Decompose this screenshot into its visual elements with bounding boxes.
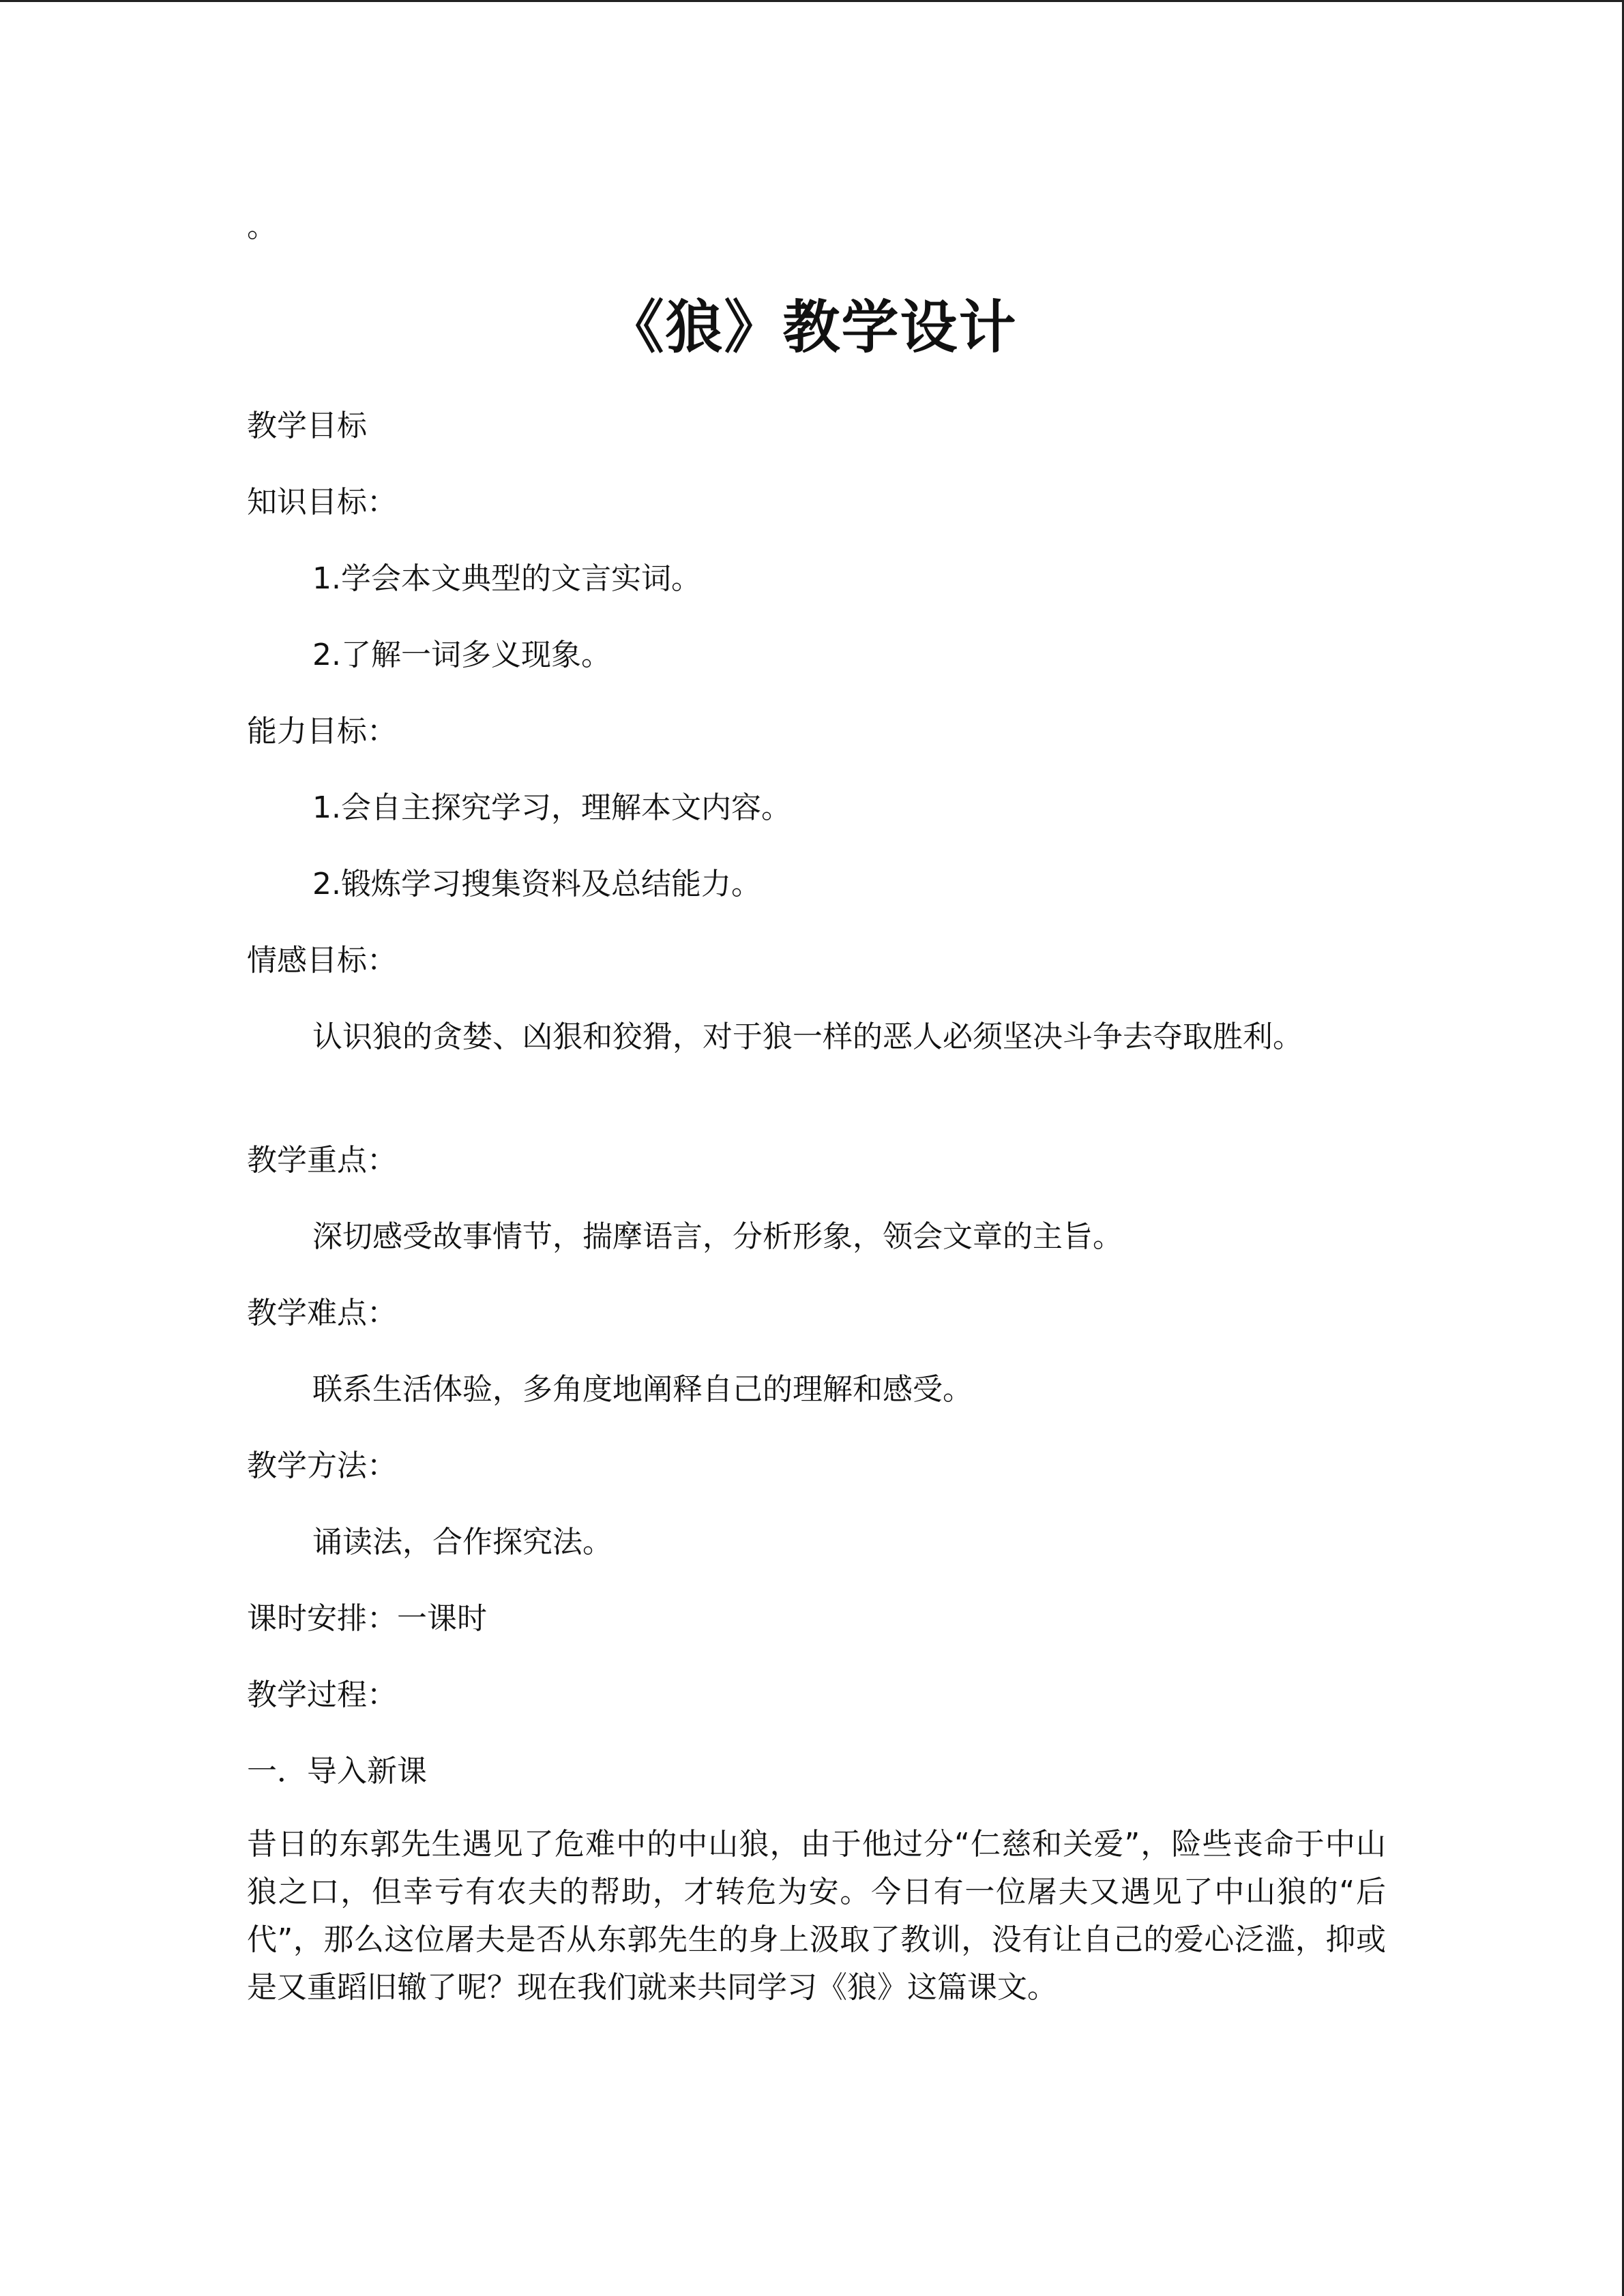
knowledge-goal-2: 2.了解一词多义现象。: [312, 638, 611, 672]
schedule-line: 课时安排：一课时: [247, 1601, 487, 1636]
ability-goal-2: 2.锻炼学习搜集资料及总结能力。: [312, 867, 761, 901]
difficulties-text: 联系生活体验，多角度地阐释自己的理解和感受。: [312, 1372, 973, 1407]
heading-knowledge-goals: 知识目标：: [247, 485, 397, 520]
emotion-goal-text: 认识狼的贪婪、凶狠和狡猾，对于狼一样的恶人必须坚决斗争去夺取胜利。: [312, 1019, 1303, 1054]
heading-emotion-goals: 情感目标：: [247, 943, 397, 978]
intro-paragraph: 昔日的东郭先生遇见了危难中的中山狼，由于他过分“仁慈和关爱”，险些丧命于中山狼之口，但幸亏有农夫的帮助，才转危为安。今日有一位屠夫又遇见了中山狼的“后代”，那么这位屠夫是否从东郭先生的身上汲取了教训，没有让自己的爱心泛滥，抑或是又重蹈旧辙了呢？现在我们就来共同学习《狼》这篇课文。: [247, 1827, 1386, 2005]
section-heading-intro: 一．导入新课: [247, 1754, 427, 1789]
heading-process: 教学过程：: [247, 1678, 397, 1712]
methods-text: 诵读法，合作探究法。: [312, 1525, 612, 1560]
ability-goal-1: 1.会自主探究学习，理解本文内容。: [312, 790, 791, 825]
document-title: 《狼》教学设计: [606, 294, 1018, 361]
heading-ability-goals: 能力目标：: [247, 714, 397, 749]
heading-key-points: 教学重点：: [247, 1143, 397, 1178]
heading-teaching-goals: 教学目标: [247, 408, 367, 443]
heading-methods: 教学方法：: [247, 1448, 397, 1483]
knowledge-goal-1: 1.学会本文典型的文言实词。: [312, 561, 701, 596]
key-points-text: 深切感受故事情节，揣摩语言，分析形象，领会文章的主旨。: [312, 1219, 1123, 1254]
stray-punctuation: 。: [247, 209, 277, 244]
heading-difficulties: 教学难点：: [247, 1296, 397, 1330]
